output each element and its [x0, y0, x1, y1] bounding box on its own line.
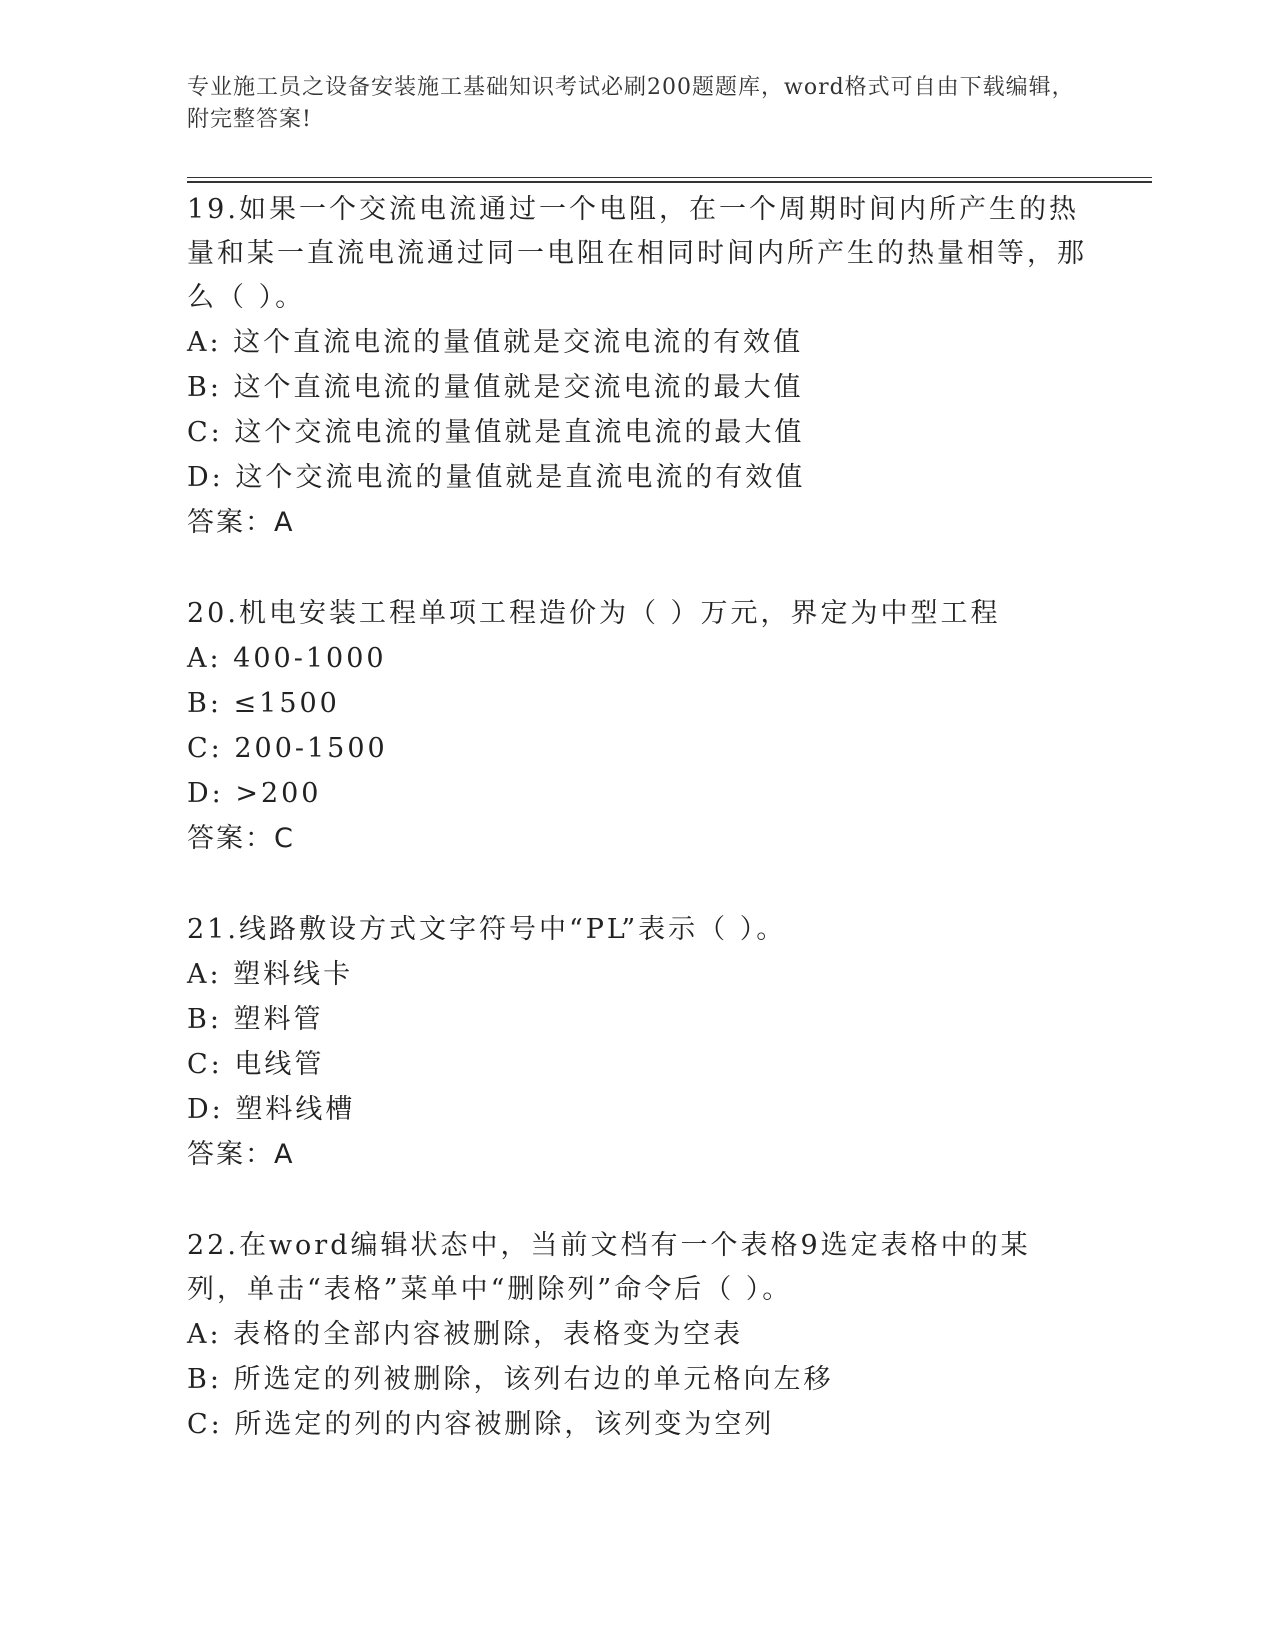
option-a: A: 塑料线卡	[187, 959, 354, 990]
question-text: 19.如果一个交流电流通过一个电阻，在一个周期时间内所产生的热量和某一直流电流通过同一电阻在相同时间内所产生的热量相等，那么（ ）。	[187, 194, 1087, 313]
question-text: 21.线路敷设方式文字符号中“PL”表示（ ）。	[187, 914, 787, 945]
header-rule-thick	[187, 181, 1152, 183]
question-text: 22.在word编辑状态中，当前文档有一个表格9选定表格中的某列，单击“表格”菜单中“删除列”命令后（ ）。	[187, 1230, 1031, 1305]
option-c: C: 电线管	[187, 1049, 325, 1080]
option-b: B: 塑料管	[187, 1004, 324, 1035]
question-19	[187, 188, 1087, 546]
question-list	[187, 188, 1087, 1493]
question-22	[187, 1224, 1087, 1447]
option-c: C: 这个交流电流的量值就是直流电流的最大值	[187, 417, 805, 448]
option-d: D: 这个交流电流的量值就是直流电流的有效值	[187, 462, 806, 493]
option-c: C: 所选定的列的内容被删除，该列变为空列	[187, 1409, 775, 1440]
option-b: B: 这个直流电流的量值就是交流电流的最大值	[187, 372, 804, 403]
option-c: C: 200-1500	[187, 733, 388, 764]
option-d: D: >200	[187, 778, 322, 809]
option-b: B: ≤1500	[187, 688, 340, 719]
answer: 答案：A	[187, 1139, 295, 1170]
option-a: A: 表格的全部内容被删除，表格变为空表	[187, 1319, 744, 1350]
option-b: B: 所选定的列被删除，该列右边的单元格向左移	[187, 1364, 834, 1395]
answer: 答案：A	[187, 507, 295, 538]
question-20	[187, 592, 1087, 862]
header-rule-thin	[187, 177, 1152, 178]
option-a: A: 400-1000	[187, 643, 387, 674]
option-a: A: 这个直流电流的量值就是交流电流的有效值	[187, 327, 804, 358]
document-header: 专业施工员之设备安装施工基础知识考试必刷200题题库，word格式可自由下载编辑，附完整答案!	[187, 75, 1075, 132]
answer: 答案：C	[187, 823, 295, 854]
question-21	[187, 908, 1087, 1178]
question-text: 20.机电安装工程单项工程造价为（ ）万元，界定为中型工程	[187, 598, 1001, 629]
option-d: D: 塑料线槽	[187, 1094, 356, 1125]
